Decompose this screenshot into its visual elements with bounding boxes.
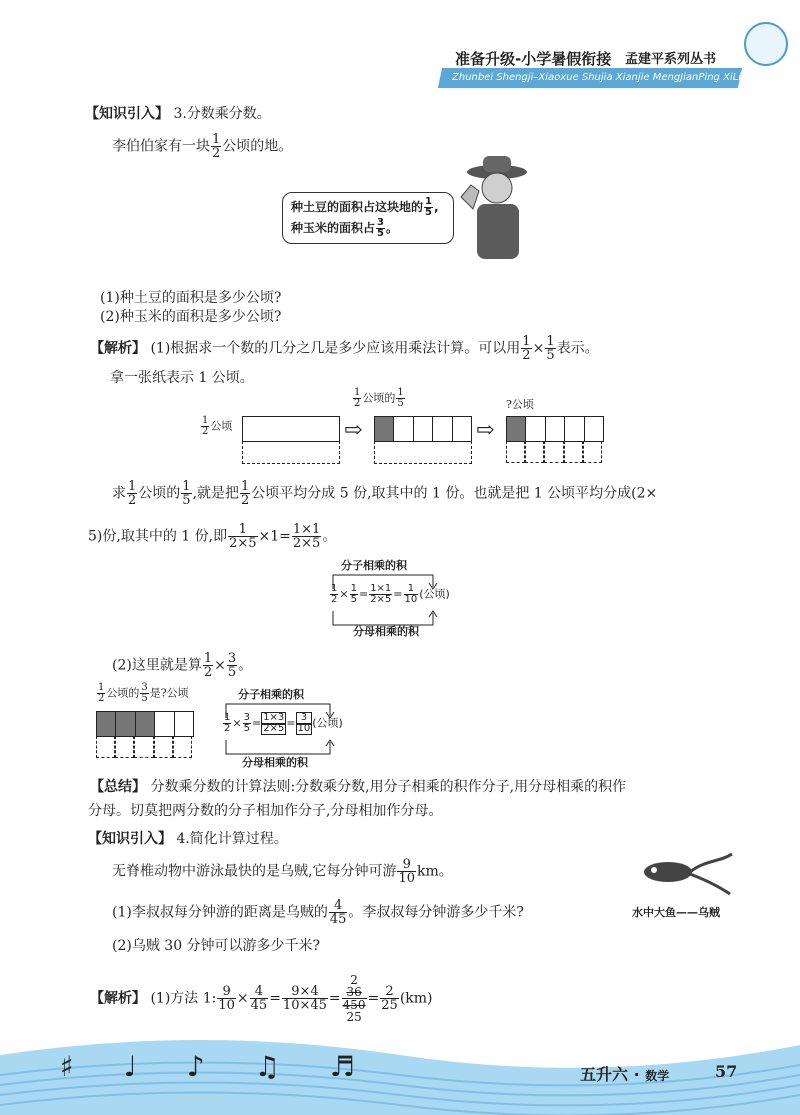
fraction-three-fifths: $\frac{3}{5}$ [377,217,384,239]
bubble-line2: 种玉米的面积占 [291,221,376,235]
formula-diagram-1 [325,557,485,637]
squid-question-2: (2)乌贼 30 分钟可以游多少千米? [112,938,321,954]
header-pinyin: Zhunbei Shengji–Xiaoxue Shujia Xianjie MengJianPing XiLie Congshu [452,72,795,83]
fig2-rect [96,711,194,737]
rect-tenths-dashed [506,441,602,463]
summary-tag: 【总结】 [90,779,146,795]
squid-caption: 水中大鱼——乌贼 [632,906,720,919]
fraction-one-fifth-d: $\frac{1}{5}$ [182,479,191,508]
denominator-label-1: 分母相乘的积 [353,625,419,638]
question-1: (1)种土豆的面积是多少公顷? [100,290,282,306]
summary-line-2: 分母。切莫把两分数的分子相加作分子,分母相加作分母。 [88,803,443,819]
fig-left-label-text: 公顷 [210,419,233,433]
music-notes: ♯♩♪♫♬ [60,1050,405,1083]
section1-title: 3.分数乘分数。 [173,106,271,122]
arrow-1: ⇨ [344,418,363,443]
eq-times: ×1= [258,528,291,545]
squid-intro [112,858,453,885]
fraction-half: $\frac{1}{2}$ [212,132,221,161]
fig2-dashed [96,736,192,758]
fraction-three-fifths-b: $\frac{3}{5}$ [227,651,237,680]
fig-mid-label [352,388,406,409]
numerator-label-2: 分子相乘的积 [238,688,304,701]
fraction-four-45ths: $\frac{4}{45}$ [329,898,347,927]
fraction-half-e: $\frac{1}{2}$ [128,479,137,508]
part2-line: (2)这里就是算 $\frac{1}{2}$ × $\frac{3}{5}$ 。 [112,651,253,680]
analysis-text-a: (1)根据求一个数的几分之几是多少应该用乘法计算。可以用 [150,340,521,357]
paper-line: 拿一张纸表示 1 公顷。 [110,370,254,386]
explain-d: 公顷平均分成 5 份,取其中的 1 份。也就是把 1 公顷平均分成(2× [251,485,658,502]
book-logo [744,22,788,66]
explain-line-2: 5)份,取其中的 1 份,即 $\frac{1}{2\times 5}$ ×1= $\frac{1\times 1}{2\times 5}$ 。 [88,522,337,551]
question-2: (2)种玉米的面积是多少公顷? [100,309,282,325]
fig2-label-a: 公顷的 [106,686,140,700]
fraction-one-fifth-c: $\frac{1}{5}$ [397,387,404,409]
formula-2: $\frac{1}{2}$ × $\frac{3}{5}$ = $\frac{1\times 3}{2\times 5}$ = $\frac{3}{10}$ (公顷) [224,712,343,734]
header [0,0,800,100]
footer-grade-text: 五升六 [580,1065,629,1084]
section1-heading [85,103,271,123]
intro-text-b: 公顷的地。 [222,138,293,155]
fig-mid-label-text: 公顷的 [362,391,396,405]
squid-analysis: 【解析】 (1)方法 1: $\frac{9}{10}$ × $\frac{4}{45}$ = $\frac{9\times 4}{10\times 45}$ = 2 36 450 25 = $\frac{2}{25}$ (km) [90,973,433,1024]
figure-one [200,388,620,468]
explain-e: 5)份,取其中的 1 份,即 [88,528,228,545]
intro-text-a: 李伯伯家有一块 [112,138,210,155]
analysis-line: 【解析】 (1)根据求一个数的几分之几是多少应该用乘法计算。可以用 $\frac{1}{2}$ × $\frac{1}{5}$ 表示。 [90,334,599,363]
summary-line-1 [90,776,626,796]
page-number: 57 [715,1062,738,1081]
analysis-tag: 【解析】 [90,340,146,357]
analysis-text-b: 表示。 [556,340,599,357]
header-title: 准备升级-小学暑假衔接 [455,50,612,68]
intro-line [112,133,292,160]
summary-text-1: 分数乘分数的计算法则:分数乘分数,用分子相乘的积作分子,用分母相乘的积作 [150,779,627,795]
squid-illustration [640,850,735,900]
speech-bubble: 种土豆的面积占这块地的 $\frac{1}{5}$ , 种玉米的面积占 $\frac{3}{5}$ 。 [282,192,454,244]
knowledge-tag: 【知识引入】 [85,106,169,122]
explain-line-1 [112,480,792,507]
fig-right-label: ?公顷 [506,398,534,411]
fraction-half-d: $\frac{1}{2}$ [354,387,361,409]
result-unit: (km) [399,990,433,1007]
arrow-2: ⇨ [476,418,495,443]
fraction-half-f: $\frac{1}{2}$ [241,479,250,508]
denominator-label-2: 分母相乘的积 [242,756,308,769]
squid-question-1 [112,899,524,926]
formula-1: $\frac{1}{2}$ × $\frac{1}{5}$ = $\frac{1\times 1}{2\times 5}$ = $\frac{1}{10}$ (公顷) [331,583,450,605]
analysis-tag-2: 【解析】 [90,990,146,1007]
farmer-illustration [455,152,535,262]
method-label: (1)方法 1: [150,990,217,1007]
footer-subject: 数学 [645,1069,670,1083]
explain-c: ,就是把 [192,485,240,502]
header-series: 孟建平系列丛书 [625,52,717,67]
fig2-label: $\frac{1}{2}$ 公顷的 $\frac{3}{5}$ 是?公顷 [98,682,189,704]
fraction-one-fifth-b: $\frac{1}{5}$ [546,334,555,363]
part2-a: (2)这里就是算 [112,657,202,674]
fraction-half-g: $\frac{1}{2}$ [203,651,213,680]
rect-half-dashed [242,441,340,464]
fig-left-label [200,416,232,437]
squid-q1-b: 。李叔叔每分钟游多少千米? [348,904,524,921]
cancelled-fraction: 2 36 450 25 [342,973,366,1024]
figure-two [96,683,216,773]
fraction-half-b: $\frac{1}{2}$ [522,334,531,363]
unit-2: (公顷) [312,716,343,730]
footer-grade: 五升六 · 数学 [580,1065,670,1084]
formula-diagram-2 [218,686,388,768]
squid-q1-a: (1)李叔叔每分钟游的距离是乌贼的 [112,904,328,921]
unit-1: (公顷) [419,587,450,601]
rect-fifths [374,416,472,442]
numerator-label-1: 分子相乘的积 [341,559,407,572]
squid-intro-text: 无脊椎动物中游泳最快的是乌贼,它每分钟可游 [112,863,397,880]
rect-tenths [506,416,604,442]
rect-half [242,416,340,442]
rect-fifths-dashed [374,441,472,464]
fraction-nine-tenths: $\frac{9}{10}$ [398,857,415,886]
explain-b: 公顷的 [138,485,181,502]
bubble-line1: 种土豆的面积占这块地的 [291,200,424,214]
fraction-one-fifth: $\frac{1}{5}$ [425,196,432,218]
fraction-1x1-over-2x5: $\frac{1\times 1}{2\times 5}$ [292,522,321,551]
knowledge-tag-2: 【知识引入】 [88,831,172,847]
fraction-1-over-2x5: $\frac{1}{2\times 5}$ [229,522,257,551]
section2-heading [88,828,288,848]
squid-intro-unit: km。 [417,863,453,880]
section2-title: 4.简化计算过程。 [176,831,288,847]
explain-a: 求 [112,485,126,502]
fig2-label-b: 是?公顷 [149,686,189,700]
fraction-half-c: $\frac{1}{2}$ [202,415,209,437]
